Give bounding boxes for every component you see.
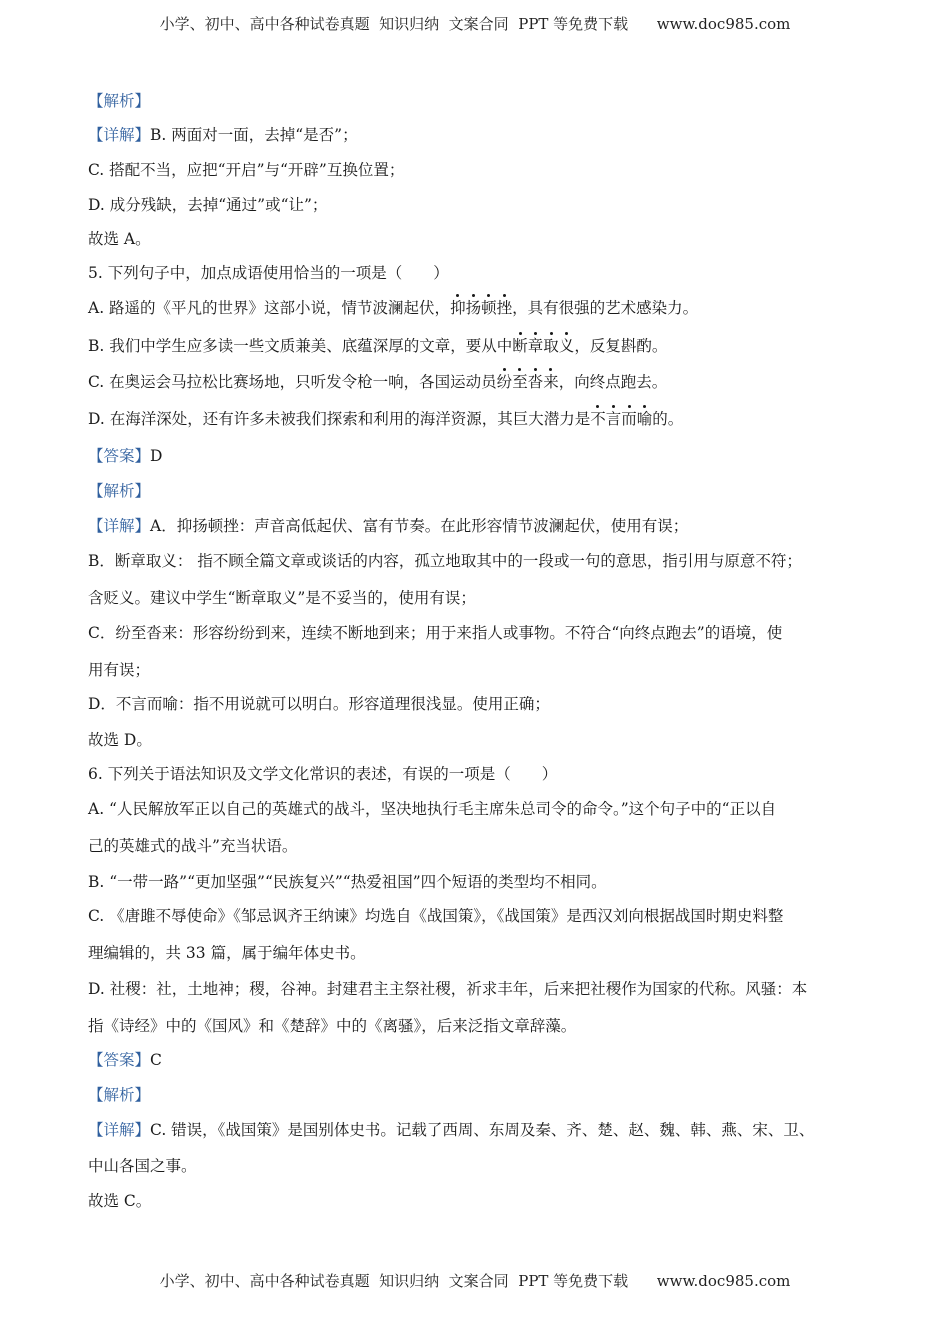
- dotted-idiom: 纷至沓来: [496, 373, 559, 391]
- question-6-option-b: B. “一带一路”“更加坚强”“民族复兴”“热爱祖国”四个短语的类型均不相同。: [88, 873, 607, 891]
- tag-detail: 【详解】: [88, 126, 151, 144]
- question-6-option-c: C. 《唐雎不辱使命》《邹忌讽齐王纳谏》均选自《战国策》，《战国策》是西汉刘向根据战国时期史料整: [88, 907, 784, 925]
- question-5: 5. 下列句子中，加点成语使用恰当的一项是（ ）: [88, 264, 449, 282]
- tag-detail: 【详解】: [88, 517, 151, 535]
- text-line: 指《诗经》中的《国风》和《楚辞》中的《离骚》，后来泛指文章辞藻。: [88, 1017, 577, 1035]
- question-5-option-c: C. 在奥运会马拉松比赛场地，只听发令枪一响，各国运动员纷至沓来，向终点跑去。: [88, 373, 668, 391]
- question-6-option-a: A. “人民解放军正以自己的英雄式的战斗，坚决地执行毛主席朱总司令的命令。”这个句子中的“正以自: [88, 800, 777, 818]
- text-line: 故选 D。: [88, 731, 152, 749]
- tag-analysis: 【解析】: [88, 482, 151, 500]
- tag-answer: 【答案】: [88, 1051, 151, 1069]
- tag-analysis: 【解析】: [88, 92, 151, 110]
- question-6: 6. 下列关于语法知识及文学文化常识的表述，有误的一项是（ ）: [88, 765, 558, 783]
- text-line: 中山各国之事。: [88, 1157, 197, 1175]
- tag-answer: 【答案】: [88, 447, 151, 465]
- text-line: 理编辑的，共 33 篇，属于编年体史书。: [88, 944, 366, 962]
- page-header: 小学、初中、高中各种试卷真题 知识归纳 文案合同 PPT 等免费下载 www.doc985.com: [159, 15, 791, 33]
- text-line: 故选 A。: [88, 230, 151, 248]
- question-6-option-d: D. 社稷：社，土地神；稷，谷神。封建君主主祭社稷，祈求丰年，后来把社稷作为国家的代称。风骚：本: [88, 980, 808, 998]
- analysis-label: [88, 92, 150, 111]
- analysis-label: [88, 1086, 150, 1105]
- detail-line: [88, 126, 358, 145]
- detail-line: [88, 517, 688, 536]
- question-5-option-a: A. 路遥的《平凡的世界》这部小说，情节波澜起伏，抑扬顿挫，具有很强的艺术感染力。: [88, 299, 699, 317]
- detail-text: A．抑扬顿挫：声音高低起伏、富有节奏。在此形容情节波澜起伏，使用有误；: [150, 517, 689, 535]
- text-line: C. 搭配不当，应把“开启”与“开辟”互换位置；: [88, 161, 405, 179]
- analysis-label: [88, 482, 150, 501]
- answer-line: [88, 447, 162, 466]
- text-line: D. 成分残缺，去掉“通过”或“让”；: [88, 196, 328, 214]
- dotted-idiom: 抑扬顿挫: [450, 299, 513, 317]
- answer-line: [88, 1051, 162, 1070]
- text-line: 己的英雄式的战斗”充当状语。: [88, 837, 298, 855]
- text-line: B．断章取义： 指不顾全篇文章或谈话的内容，孤立地取其中的一段或一句的意思，指引用与原意不符；: [88, 552, 802, 570]
- detail-text: B. 两面对一面，去掉“是否”；: [150, 126, 358, 144]
- answer-value: C: [150, 1051, 162, 1069]
- text-line: 含贬义。建议中学生“断章取义”是不妥当的，使用有误；: [88, 589, 476, 607]
- detail-line: [88, 1121, 814, 1140]
- page-footer: 小学、初中、高中各种试卷真题 知识归纳 文案合同 PPT 等免费下载 www.doc985.com: [159, 1272, 791, 1290]
- question-5-option-d: D. 在海洋深处，还有许多未被我们探索和利用的海洋资源，其巨大潜力是不言而喻的。: [88, 410, 684, 428]
- dotted-idiom: 断章取义: [512, 337, 575, 355]
- text-line: 故选 C。: [88, 1192, 152, 1210]
- text-line: D．不言而喻：指不用说就可以明白。形容道理很浅显。使用正确；: [88, 695, 550, 713]
- detail-text: C. 错误，《战国策》是国别体史书。记载了西周、东周及秦、齐、楚、赵、魏、韩、燕、宋、卫、: [150, 1121, 815, 1139]
- question-5-option-b: B. 我们中学生应多读一些文质兼美、底蕴深厚的文章，要从中断章取义，反复斟酌。: [88, 337, 668, 355]
- text-line: 用有误；: [88, 661, 151, 679]
- answer-value: D: [150, 447, 163, 465]
- tag-detail: 【详解】: [88, 1121, 151, 1139]
- tag-analysis: 【解析】: [88, 1086, 151, 1104]
- dotted-idiom: 不言而喻: [590, 410, 653, 428]
- text-line: C．纷至沓来：形容纷纷到来，连续不断地到来；用于来指人或事物。不符合“向终点跑去”的语境，使: [88, 624, 783, 642]
